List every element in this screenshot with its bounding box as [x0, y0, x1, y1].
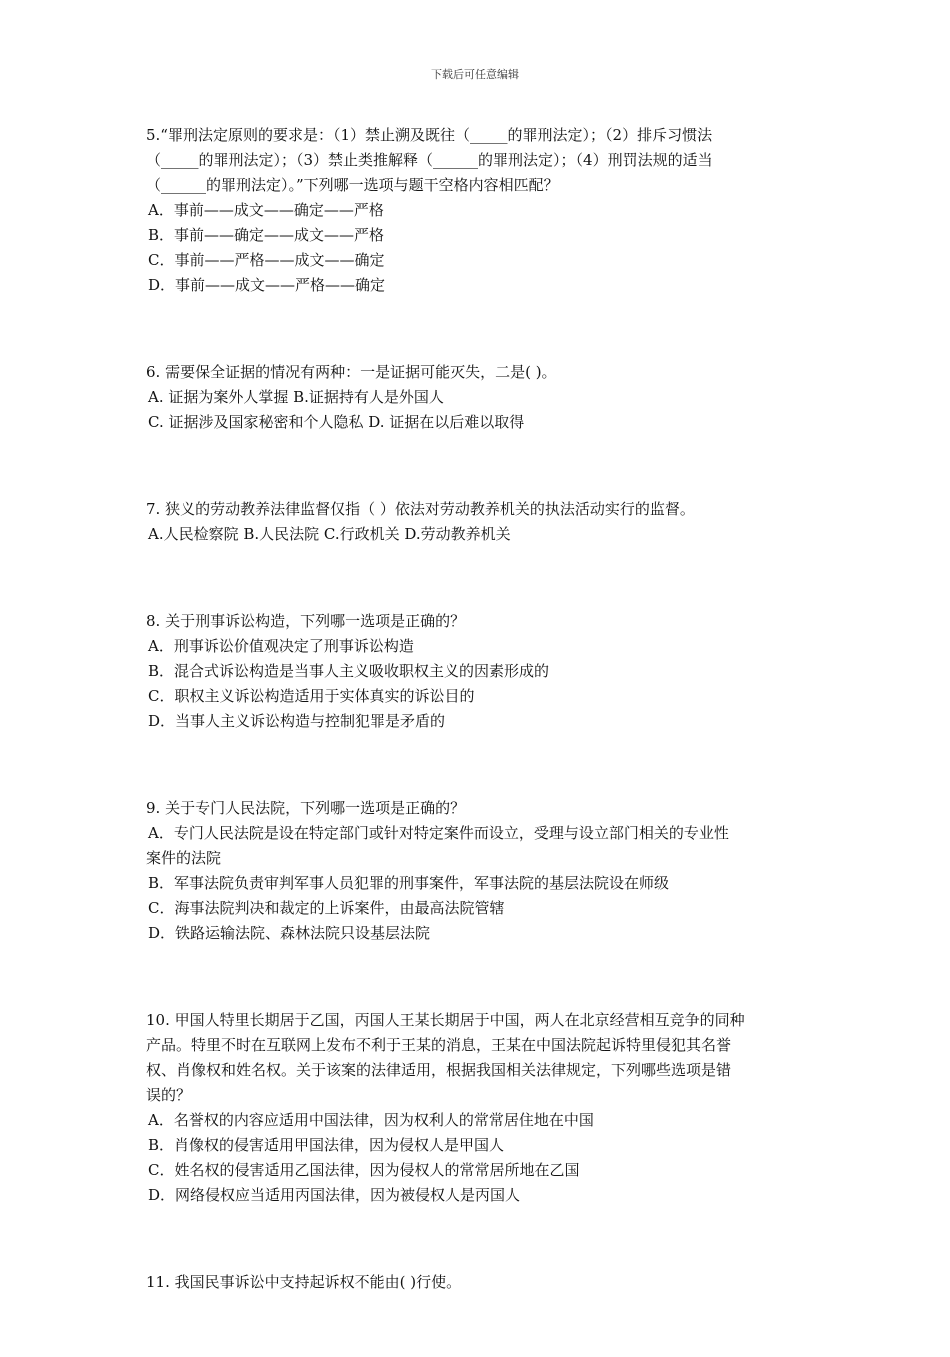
- question-8: [146, 609, 810, 734]
- question-stem-line: 产品。特里不时在互联网上发布不利于王某的消息，王某在中国法院起诉特里侵犯其名誉: [146, 1036, 732, 1054]
- question-stem-line: （_____的罪刑法定）；（3）禁止类推解释（______的罪刑法定）；（4）刑罚法规的适当: [146, 151, 713, 169]
- question-stem-line: 权、肖像权和姓名权。关于该案的法律适用，根据我国相关法律规定，下列哪些选项是错: [146, 1061, 732, 1079]
- question-stem-line: 6. 需要保全证据的情况有两种：一是证据可能灭失，二是( )。: [146, 363, 557, 381]
- question-stem-line: （______的罪刑法定）。”下列哪一选项与题干空格内容相匹配？: [146, 176, 559, 194]
- question-5: [146, 123, 810, 298]
- option-d: D．网络侵权应当适用丙国法律，因为被侵权人是丙国人: [148, 1186, 521, 1204]
- question-stem-line: 误的？: [146, 1086, 192, 1104]
- option-d: D．当事人主义诉讼构造与控制犯罪是矛盾的: [148, 712, 446, 730]
- option-line: A.人民检察院 B.人民法院 C.行政机关 D.劳动教养机关: [148, 525, 511, 543]
- question-stem-line: 10. 甲国人特里长期居于乙国，丙国人王某长期居于中国，两人在北京经营相互竞争的同种: [146, 1011, 745, 1029]
- option-c: C．职权主义诉讼构造适用于实体真实的诉讼目的: [148, 687, 475, 705]
- question-6: [146, 360, 810, 435]
- option-b: B．军事法院负责审判军事人员犯罪的刑事案件，军事法院的基层法院设在师级: [148, 874, 670, 892]
- option-a-continuation: 案件的法院: [146, 849, 222, 867]
- option-c: C．姓名权的侵害适用乙国法律，因为侵权人的常常居所地在乙国: [148, 1161, 580, 1179]
- question-10: [146, 1008, 810, 1208]
- option-a: A．事前——成文——确定——严格: [148, 201, 384, 219]
- question-7: [146, 497, 810, 547]
- option-d: D．事前——成文——严格——确定: [148, 276, 386, 294]
- page-header-note: 下载后可任意编辑: [431, 68, 519, 81]
- option-c: C．海事法院判决和裁定的上诉案件，由最高法院管辖: [148, 899, 505, 917]
- question-stem-line: 9. 关于专门人民法院，下列哪一选项是正确的？: [146, 799, 466, 817]
- option-b: B．混合式诉讼构造是当事人主义吸收职权主义的因素形成的: [148, 662, 550, 680]
- option-line: C. 证据涉及国家秘密和个人隐私 D. 证据在以后难以取得: [148, 413, 525, 431]
- option-b: B．事前——确定——成文——严格: [148, 226, 385, 244]
- question-stem-line: 5.“罪刑法定原则的要求是：（1）禁止溯及既往（_____的罪刑法定）；（2）排斥习惯法: [146, 126, 713, 144]
- option-a: A．专门人民法院是设在特定部门或针对特定案件而设立，受理与设立部门相关的专业性: [148, 824, 729, 842]
- question-list: [146, 123, 810, 1357]
- option-line: A. 证据为案外人掌握 B.证据持有人是外国人: [148, 388, 444, 406]
- option-a: A．名誉权的内容应适用中国法律，因为权利人的常常居住地在中国: [148, 1111, 594, 1129]
- question-9: [146, 796, 810, 946]
- option-c: C．事前——严格——成文——确定: [148, 251, 385, 269]
- question-stem-line: 7. 狭义的劳动教养法律监督仅指（ ）依法对劳动教养机关的执法活动实行的监督。: [146, 500, 695, 518]
- question-stem-line: 8. 关于刑事诉讼构造，下列哪一选项是正确的？: [146, 612, 466, 630]
- option-a: A．刑事诉讼价值观决定了刑事诉讼构造: [148, 637, 414, 655]
- option-d: D．铁路运输法院、森林法院只设基层法院: [148, 924, 431, 942]
- option-b: B．肖像权的侵害适用甲国法律，因为侵权人是甲国人: [148, 1136, 505, 1154]
- question-11: [146, 1270, 810, 1295]
- question-stem-line: 11. 我国民事诉讼中支持起诉权不能由( )行使。: [146, 1273, 462, 1291]
